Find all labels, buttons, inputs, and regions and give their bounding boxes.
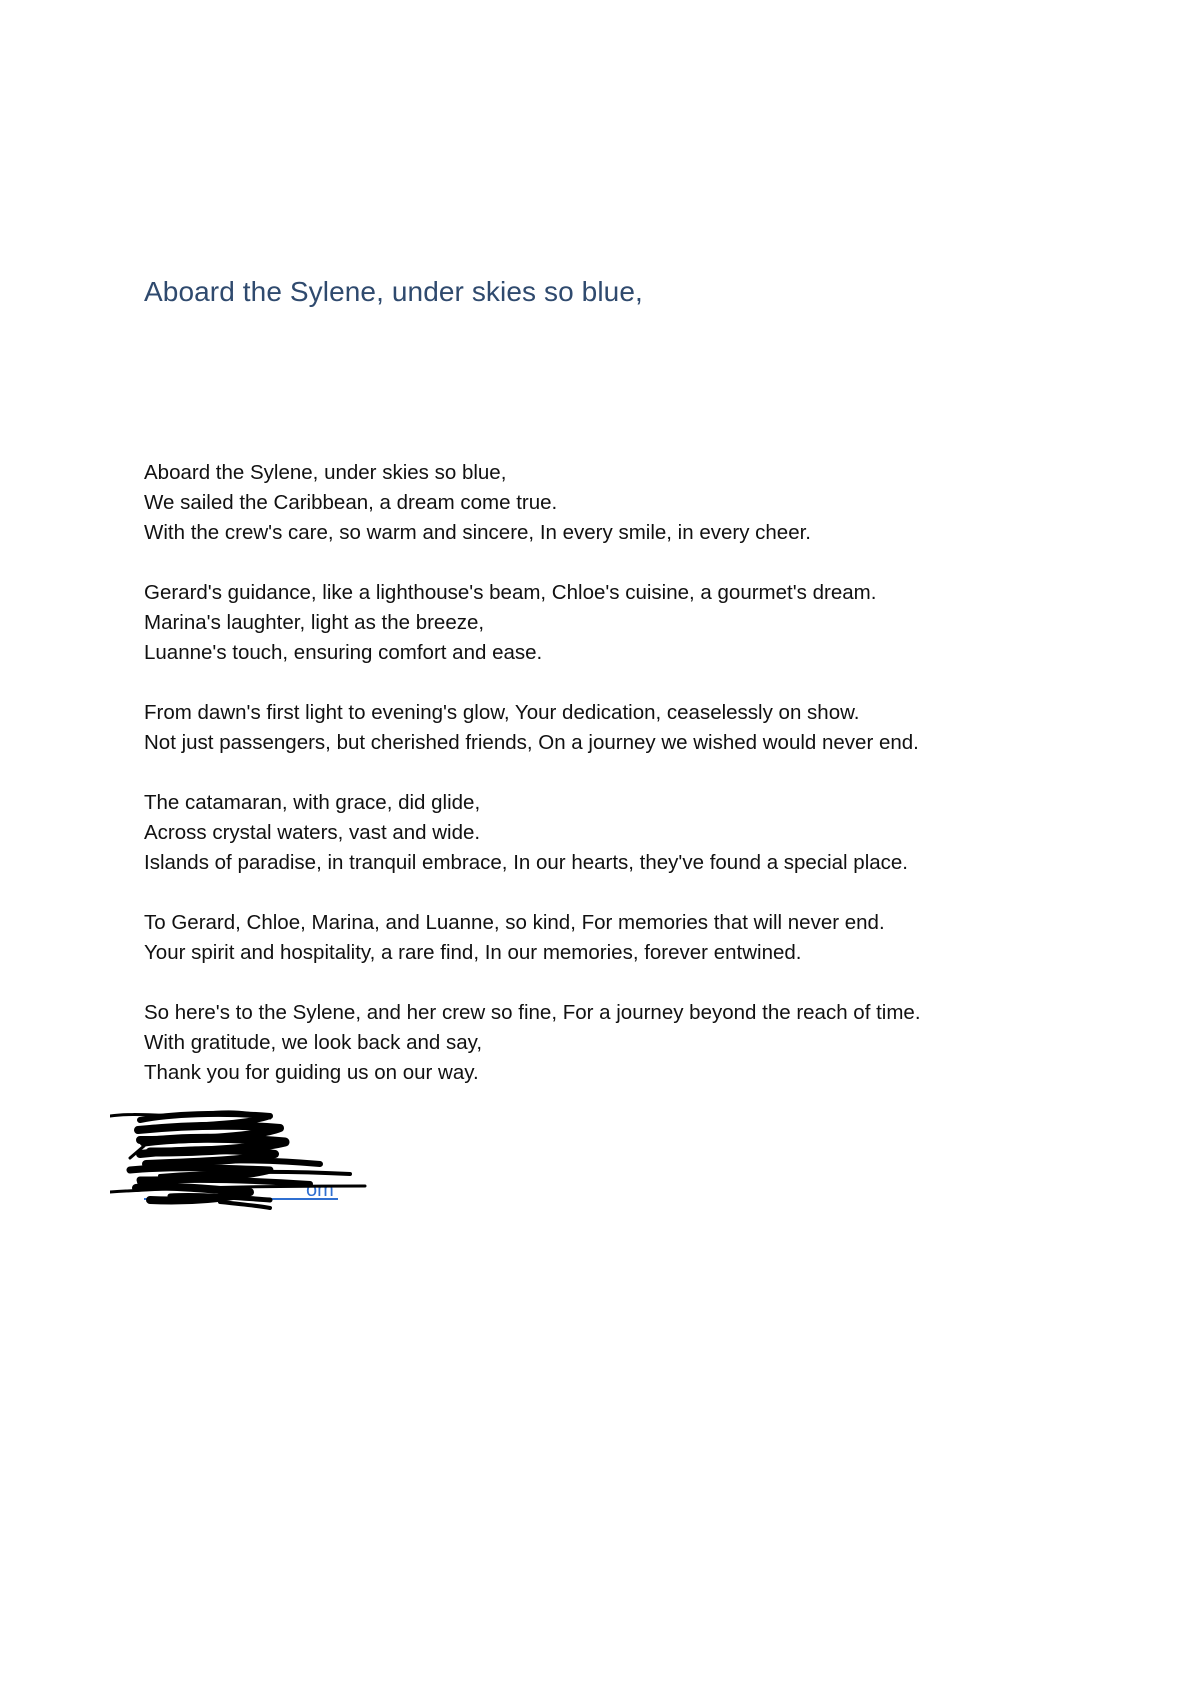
poem-line: Gerard's guidance, like a lighthouse's beam, Chloe's cuisine, a gourmet's dream.: [144, 581, 877, 604]
poem-line: So here's to the Sylene, and her crew so fine, For a journey beyond the reach of time.: [144, 1001, 921, 1024]
stanza-2: [144, 578, 1144, 668]
poem-line: We sailed the Caribbean, a dream come true.: [144, 491, 558, 514]
poem-line: With the crew's care, so warm and sincere, In every smile, in every cheer.: [144, 521, 811, 544]
poem-line: Not just passengers, but cherished friends, On a journey we wished would never end.: [144, 731, 919, 754]
poem-line: Thank you for guiding us on our way.: [144, 1061, 479, 1084]
poem-line: Across crystal waters, vast and wide.: [144, 821, 481, 844]
poem-line: Aboard the Sylene, under skies so blue,: [144, 461, 507, 484]
poem-line: From dawn's first light to evening's glow, Your dedication, ceaselessly on show.: [144, 701, 860, 724]
poem-line: The catamaran, with grace, did glide,: [144, 791, 481, 814]
poem-body: [144, 458, 1144, 1118]
poem-line: Your spirit and hospitality, a rare find, In our memories, forever entwined.: [144, 941, 802, 964]
stanza-3: [144, 698, 1144, 758]
stanza-5: [144, 908, 1144, 968]
poem-line: Marina's laughter, light as the breeze,: [144, 611, 485, 634]
stanza-6: [144, 998, 1144, 1088]
poem-line: With gratitude, we look back and say,: [144, 1031, 483, 1054]
poem-title: Aboard the Sylene, under skies so blue,: [144, 276, 643, 307]
poem-line: To Gerard, Chloe, Marina, and Luanne, so kind, For memories that will never end.: [144, 911, 885, 934]
poem-line: Luanne's touch, ensuring comfort and ease.: [144, 641, 543, 664]
stanza-1: [144, 458, 1144, 548]
poem-line: Islands of paradise, in tranquil embrace, In our hearts, they've found a special place.: [144, 851, 908, 874]
stanza-4: [144, 788, 1144, 878]
redaction-scribble: [110, 1110, 410, 1210]
redacted-signature: [110, 1110, 410, 1210]
signature-link-text: om: [306, 1179, 334, 1201]
